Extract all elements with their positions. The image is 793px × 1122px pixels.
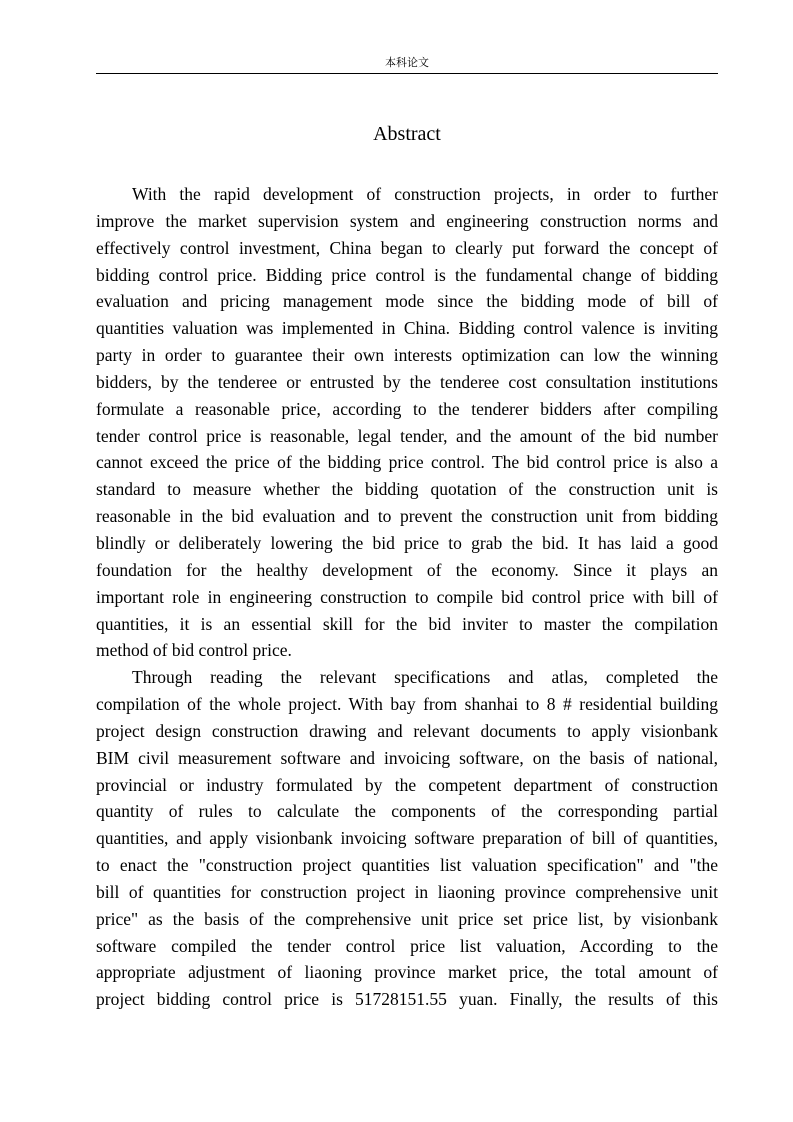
text-line: Through reading the relevant specifications and atlas, completed the xyxy=(132,667,718,688)
text-line: reasonable in the bid evaluation and to prevent the construction unit from bidding xyxy=(96,506,718,527)
text-line: quantity of rules to calculate the components of the corresponding partial xyxy=(96,801,718,822)
abstract-title: Abstract xyxy=(373,123,441,145)
text-line: project bidding control price is 51728151.55 yuan. Finally, the results of this xyxy=(96,989,718,1010)
text-line: party in order to guarantee their own interests optimization can low the winning xyxy=(96,345,718,366)
text-line: foundation for the healthy development of the economy. Since it plays an xyxy=(96,559,718,580)
text-line: bill of quantities for construction project in liaoning province comprehensive unit xyxy=(96,881,718,902)
text-line: effectively control investment, China began to clearly put forward the concept of xyxy=(96,237,718,258)
text-line: quantities, and apply visionbank invoicing software preparation of bill of quantities, xyxy=(96,828,718,849)
text-line: bidders, by the tenderee or entrusted by the tenderee cost consultation institutions xyxy=(96,371,718,392)
text-line: BIM civil measurement software and invoicing software, on the basis of national, xyxy=(96,747,718,768)
text-line: quantities valuation was implemented in China. Bidding control valence is inviting xyxy=(96,318,718,339)
text-line: quantities, it is an essential skill for the bid inviter to master the compilation xyxy=(96,613,718,634)
text-line: blindly or deliberately lowering the bid price to grab the bid. It has laid a good xyxy=(96,532,718,553)
text-line: software compiled the tender control price list valuation, According to the xyxy=(96,935,718,956)
text-line: project design construction drawing and relevant documents to apply visionbank xyxy=(96,720,718,741)
text-line: appropriate adjustment of liaoning province market price, the total amount of xyxy=(96,962,718,983)
abstract-paragraph-1 xyxy=(96,181,718,664)
running-header: 本科论文 xyxy=(385,56,429,69)
text-line: tender control price is reasonable, legal tender, and the amount of the bid number xyxy=(96,425,718,446)
text-line: provincial or industry formulated by the competent department of construction xyxy=(96,774,718,795)
text-line: price" as the basis of the comprehensive unit price set price list, by visionbank xyxy=(96,908,718,929)
text-line: improve the market supervision system and engineering construction norms and xyxy=(96,210,718,231)
text-line: cannot exceed the price of the bidding price control. The bid control price is also a xyxy=(96,452,718,473)
text-line: important role in engineering construction to compile bid control price with bill of xyxy=(96,586,718,607)
text-line: bidding control price. Bidding price control is the fundamental change of bidding xyxy=(96,264,718,285)
header-rule xyxy=(96,73,718,74)
text-line: compilation of the whole project. With bay from shanhai to 8 # residential building xyxy=(96,694,718,715)
abstract-paragraph-2 xyxy=(96,664,718,1013)
abstract-body xyxy=(96,181,718,1013)
text-line: formulate a reasonable price, according to the tenderer bidders after compiling xyxy=(96,398,718,419)
text-line: With the rapid development of construction projects, in order to further xyxy=(132,184,718,204)
text-line: method of bid control price. xyxy=(96,640,292,661)
text-line: evaluation and pricing management mode since the bidding mode of bill of xyxy=(96,291,718,312)
text-line: standard to measure whether the bidding quotation of the construction unit is xyxy=(96,479,718,500)
text-line: to enact the "construction project quantities list valuation specification" and "the xyxy=(96,855,718,876)
